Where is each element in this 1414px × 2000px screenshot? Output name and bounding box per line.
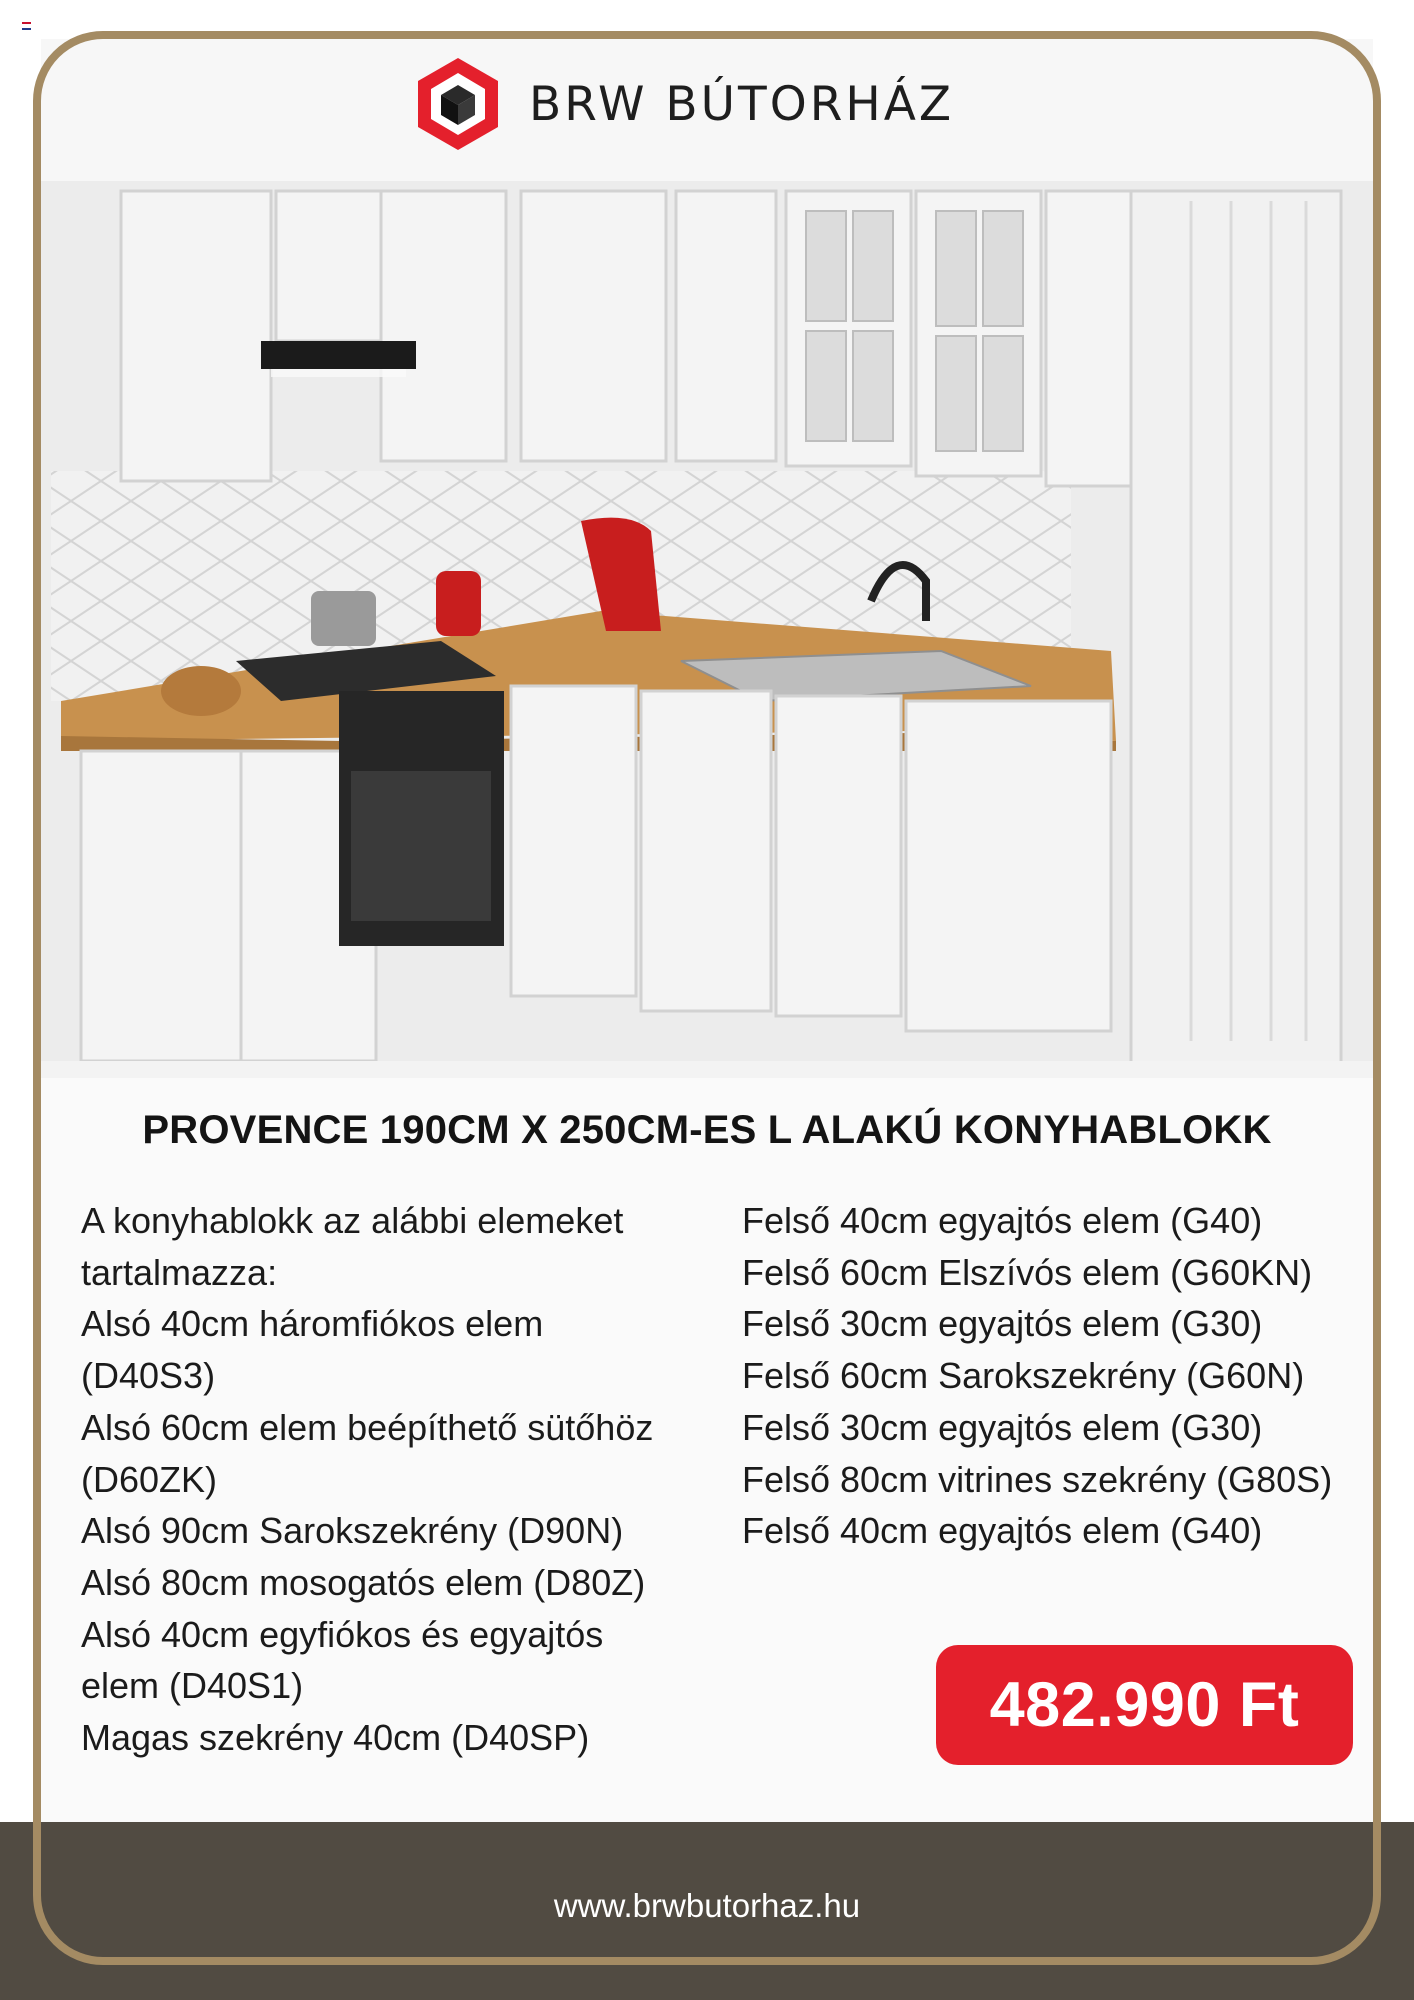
list-item: Felső 40cm egyajtós elem (G40) — [742, 1200, 1263, 1241]
list-item: Alsó 90cm Sarokszekrény (D90N) — [81, 1510, 624, 1552]
kitchen-photo — [41, 181, 1373, 1078]
list-item: Felső 30cm egyajtós elem (G30) — [742, 1303, 1263, 1345]
right-item-list — [742, 1195, 1382, 1557]
list-item: tartalmazza: — [81, 1251, 278, 1293]
list-item: Magas szekrény 40cm (D40SP) — [81, 1717, 590, 1759]
list-item: Felső 40cm egyajtós elem (G40) — [742, 1510, 1263, 1552]
brw-hexagon-logo-icon — [415, 55, 501, 153]
list-item: (D60ZK) — [81, 1458, 218, 1500]
list-item: (D40S3) — [81, 1355, 216, 1397]
product-title: PROVENCE 190CM X 250CM-ES L ALAKÚ KONYHABLOKK — [142, 1108, 1272, 1152]
list-item: Felső 60cm Sarokszekrény (G60N) — [742, 1355, 1305, 1397]
left-item-list — [81, 1195, 721, 1764]
list-item: A konyhablokk az alábbi elemeket — [81, 1200, 624, 1241]
flag-mark-icon — [22, 22, 31, 30]
list-item: Alsó 40cm háromfiókos elem — [81, 1303, 544, 1345]
list-item: Alsó 60cm elem beépíthető sütőhöz — [81, 1406, 654, 1448]
list-item: elem (D40S1) — [81, 1665, 304, 1707]
list-item: Felső 30cm egyajtós elem (G30) — [742, 1406, 1263, 1448]
price-badge: 482.990 Ft — [936, 1645, 1353, 1765]
list-item: Alsó 40cm egyfiókos és egyajtós — [81, 1613, 604, 1655]
list-item: Felső 60cm Elszívós elem (G60KN) — [742, 1251, 1313, 1293]
list-item: Felső 80cm vitrines szekrény (G80S) — [742, 1458, 1333, 1500]
brand — [415, 54, 954, 154]
website-link[interactable]: www.brwbutorhaz.hu — [553, 1887, 861, 1924]
list-item: Alsó 80cm mosogatós elem (D80Z) — [81, 1561, 646, 1603]
brand-name: BRW BÚTORHÁZ — [529, 76, 955, 132]
